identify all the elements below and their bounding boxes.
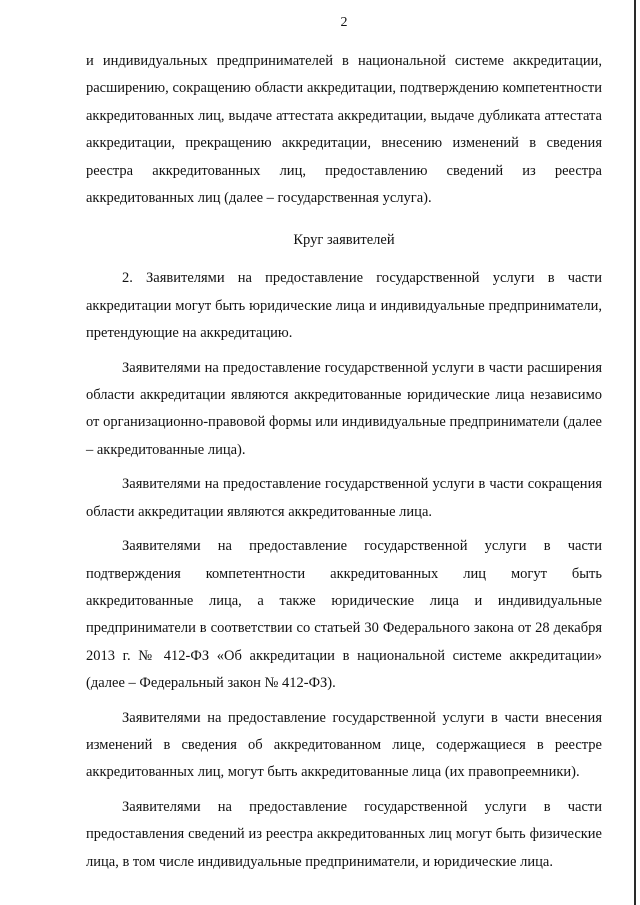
paragraph-applicants-reduction: Заявителями на предоставление государственной услуги в части сокращения области аккредитации являются аккредитованные лица.	[86, 476, 602, 520]
paragraph-applicants-accreditation: 2. Заявителями на предоставление государственной услуги в части аккредитации могут быть юридические лица и индивидуальные предприниматели, претендующие на аккредитацию.	[86, 270, 602, 342]
paragraph-applicants-register-info: Заявителями на предоставление государственной услуги в части предоставления сведений из реестра аккредитованных лиц могут быть физические лица, в том числе индивидуальные предприниматели, и юридические лица.	[86, 798, 602, 870]
paragraph-applicants-extension: Заявителями на предоставление государственной услуги в части расширения области аккредитации являются аккредитованные юридические лица независимо от организационно-правовой формы или индивидуальные предприниматели (далее – аккредитованные лица).	[86, 359, 602, 458]
page-number: 2	[340, 15, 348, 30]
paragraph-applicants-changes: Заявителями на предоставление государственной услуги в части внесения изменений в сведения об аккредитованном лице, содержащиеся в реестре аккредитованных лиц, могут быть аккредитованные лица (их правопреемники).	[86, 709, 602, 781]
intro-paragraph: и индивидуальных предпринимателей в национальной системе аккредитации, расширению, сокращению области аккредитации, подтверждению компетентности аккредитованных лиц, выдаче аттестата аккредитации, выдаче дубликата аттестата аккредитации, прекращению аккредитации, внесению изменений в сведения реестра аккредитованных лиц, предоставлению сведений из реестра аккредитованных лиц (далее – государственная услуга).	[86, 53, 602, 207]
paragraph-applicants-confirmation: Заявителями на предоставление государственной услуги в части подтверждения компетентности аккредитованных лиц могут быть аккредитованные лица, а также юридические лица и индивидуальные предприниматели в соответствии со статьей 30 Федерального закона от 28 декабря 2013 г. № 412-ФЗ «Об аккредитации в национальной системе аккредитации» (далее – Федеральный закон № 412-ФЗ).	[86, 538, 602, 692]
section-title: Круг заявителей	[293, 232, 395, 249]
